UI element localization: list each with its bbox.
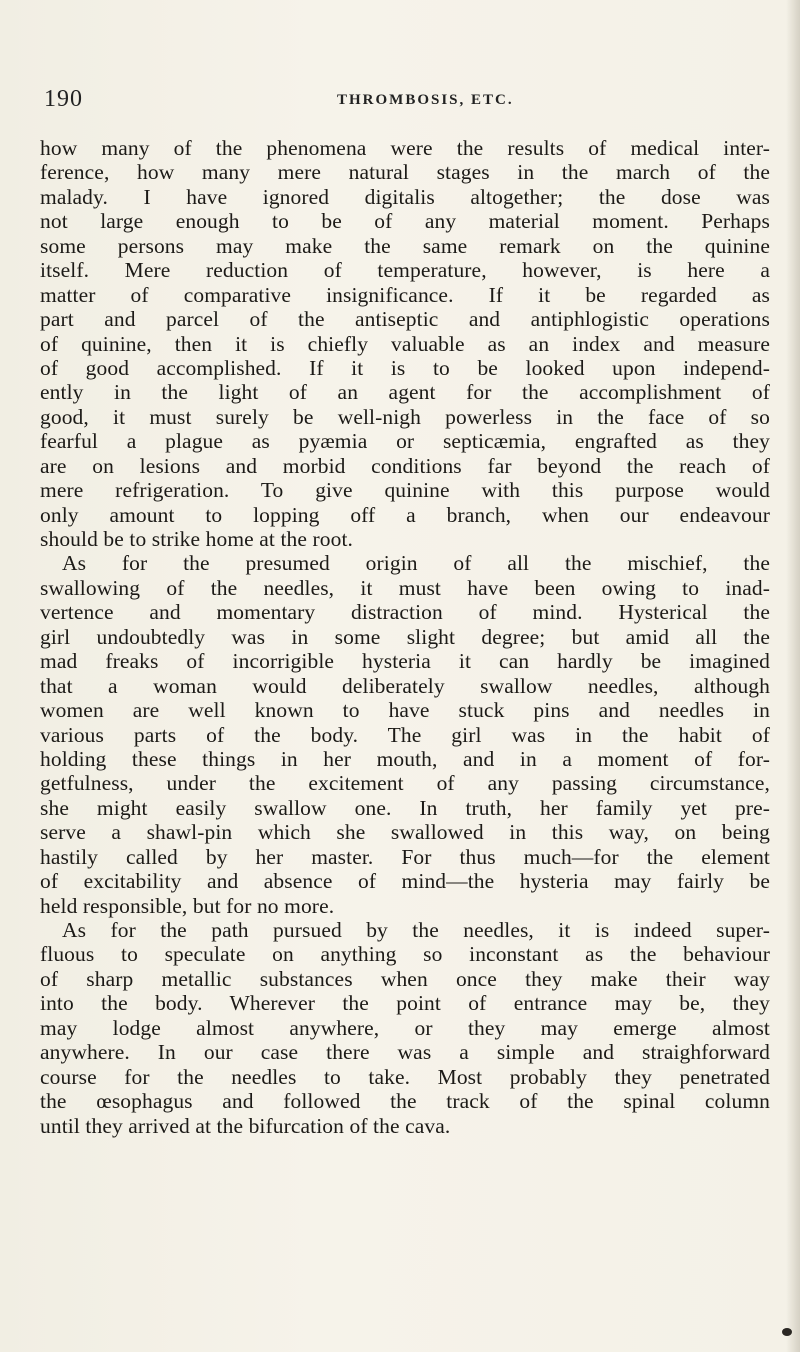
text-line: good, it must surely be well-nigh powerless in the face of so [40, 404, 770, 429]
text-line: of quinine, then it is chiefly valuable as an index and measure [40, 331, 770, 356]
page-number: 190 [44, 86, 83, 112]
text-line: swallowing of the needles, it must have been owing to inad- [40, 575, 770, 600]
text-line: part and parcel of the antiseptic and antiphlogistic operations [40, 307, 770, 332]
running-head [0, 86, 800, 126]
text-line: mad freaks of incorrigible hysteria it can hardly be imagined [40, 649, 770, 674]
text-line: ference, how many mere natural stages in the march of the [40, 160, 770, 185]
running-title: THROMBOSIS, ETC. [337, 92, 514, 108]
text-line: not large enough to be of any material moment. Perhaps [40, 209, 770, 234]
text-line: the œsophagus and followed the track of the spinal column [40, 1089, 770, 1114]
text-line: she might easily swallow one. In truth, her family yet pre- [40, 795, 770, 820]
text-line: vertence and momentary distraction of mind. Hysterical the [40, 600, 770, 625]
text-line: into the body. Wherever the point of entrance may be, they [40, 991, 770, 1016]
text-line: malady. I have ignored digitalis altogether; the dose was [40, 184, 770, 209]
paragraph-end-line: should be to strike home at the root. [40, 527, 354, 551]
text-line: of sharp metallic substances when once they make their way [40, 966, 770, 991]
text-line: women are well known to have stuck pins and needles in [40, 698, 770, 723]
ink-blot [782, 1328, 792, 1336]
paragraph-end-line: held responsible, but for no more. [40, 893, 335, 918]
text-line: ently in the light of an agent for the accomplishment of [40, 380, 770, 405]
text-line: of good accomplished. If it is to be looked upon independ- [40, 355, 770, 380]
text-line: girl undoubtedly was in some slight degree; but amid all the [40, 624, 770, 649]
text-line: only amount to lopping off a branch, when our endeavour [40, 502, 770, 527]
text-line: serve a shawl-pin which she swallowed in this way, on being [40, 820, 770, 845]
text-line: holding these things in her mouth, and in a moment of for- [40, 746, 770, 771]
paragraph-end-line: until they arrived at the bifurcation of the cava. [40, 1113, 451, 1138]
text-line: that a woman would deliberately swallow needles, although [40, 673, 770, 698]
text-line: course for the needles to take. Most probably they penetrated [40, 1064, 770, 1089]
text-line: mere refrigeration. To give quinine with this purpose would [40, 478, 770, 503]
text-line: anywhere. In our case there was a simple and straighforward [40, 1040, 770, 1065]
text-line: matter of comparative insignificance. If it be regarded as [40, 282, 770, 307]
text-line: itself. Mere reduction of temperature, however, is here a [40, 258, 770, 283]
body-text [40, 136, 770, 1138]
text-line: getfulness, under the excitement of any passing circumstance, [40, 771, 770, 796]
text-line: fluous to speculate on anything so inconstant as the behaviour [40, 942, 770, 967]
text-line: fearful a plague as pyæmia or septicæmia, engrafted as they [40, 429, 770, 454]
text-line: are on lesions and morbid conditions far beyond the reach of [40, 453, 770, 478]
text-line: may lodge almost anywhere, or they may emerge almost [40, 1015, 770, 1040]
text-line: of excitability and absence of mind—the hysteria may fairly be [40, 869, 770, 894]
paragraph-start-line: As for the presumed origin of all the mischief, the [62, 551, 770, 576]
page-edge-shadow [786, 0, 800, 1352]
text-line: various parts of the body. The girl was in the habit of [40, 722, 770, 747]
text-line: some persons may make the same remark on the quinine [40, 233, 770, 258]
paragraph-start-line: As for the path pursued by the needles, it is indeed super- [62, 918, 770, 942]
text-line: hastily called by her master. For thus much—for the element [40, 844, 770, 869]
text-line: how many of the phenomena were the results of medical inter- [40, 136, 770, 160]
